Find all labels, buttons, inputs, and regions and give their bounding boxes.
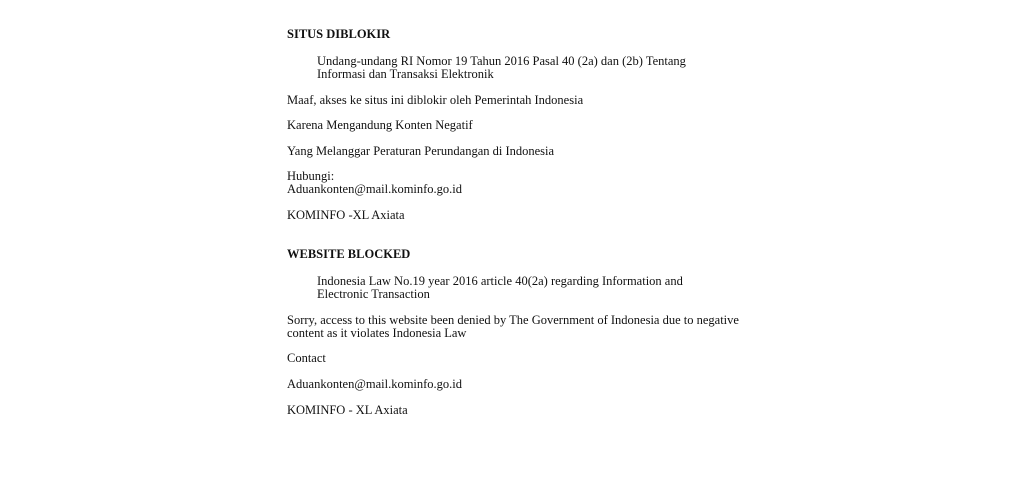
id-section-title: SITUS DIBLOKIR <box>287 27 391 41</box>
id-reason: Karena Mengandung Konten Negatif <box>287 118 473 132</box>
id-contact <box>287 170 462 196</box>
en-notice-line-1: Sorry, access to this website been denied by The Government of Indonesia due to negative <box>287 313 739 327</box>
en-notice-line-2: content as it violates Indonesia Law <box>287 326 467 340</box>
id-signature: KOMINFO -XL Axiata <box>287 208 405 222</box>
en-law-reference <box>317 275 683 301</box>
en-signature: KOMINFO - XL Axiata <box>287 403 408 417</box>
en-notice <box>287 314 739 340</box>
en-contact-email: Aduankonten@mail.kominfo.go.id <box>287 377 463 391</box>
id-notice: Maaf, akses ke situs ini diblokir oleh Pemerintah Indonesia <box>287 93 584 107</box>
id-law-line-1: Undang-undang RI Nomor 19 Tahun 2016 Pasal 40 (2a) dan (2b) Tentang <box>317 54 686 68</box>
en-section-title: WEBSITE BLOCKED <box>287 247 411 261</box>
en-law-line-1: Indonesia Law No.19 year 2016 article 40(2a) regarding Information and <box>317 274 683 288</box>
id-contact-email: Aduankonten@mail.kominfo.go.id <box>287 182 463 196</box>
id-law-reference <box>317 55 686 81</box>
id-contact-label: Hubungi: <box>287 169 335 183</box>
en-law-line-2: Electronic Transaction <box>317 287 430 301</box>
id-violation: Yang Melanggar Peraturan Perundangan di Indonesia <box>287 144 555 158</box>
en-contact-label: Contact <box>287 351 326 365</box>
id-law-line-2: Informasi dan Transaksi Elektronik <box>317 67 494 81</box>
